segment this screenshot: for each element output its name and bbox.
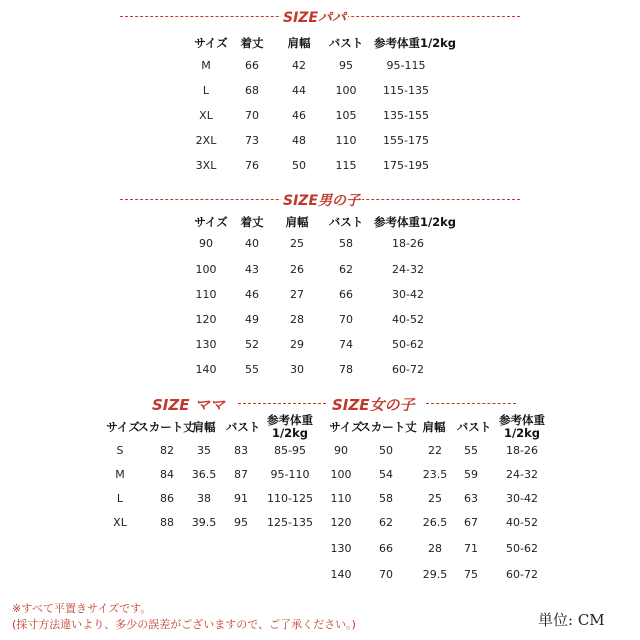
boy-cell: 43 bbox=[245, 263, 259, 276]
boy-cell: 52 bbox=[245, 338, 259, 351]
papa-header-weight: 参考体重1/2kg bbox=[373, 36, 457, 50]
girl-cell: 120 bbox=[330, 516, 352, 529]
boy-cell: 110 bbox=[195, 288, 217, 301]
girl-cell: 22 bbox=[428, 444, 442, 457]
mama-header-weight-unit: 1/2kg bbox=[271, 426, 309, 440]
mama-cell: 86 bbox=[160, 492, 174, 505]
girl-cell: 66 bbox=[379, 542, 393, 555]
girl-cell: 90 bbox=[334, 444, 348, 457]
mama-cell: 84 bbox=[160, 468, 174, 481]
papa-cell: XL bbox=[199, 109, 213, 122]
girl-cell: 40-52 bbox=[506, 516, 538, 529]
mama-cell: 85-95 bbox=[274, 444, 306, 457]
boy-cell: 18-26 bbox=[392, 237, 424, 250]
girl-title: SIZE女の子 bbox=[330, 395, 417, 411]
papa-cell: 135-155 bbox=[383, 109, 429, 122]
girl-cell: 130 bbox=[330, 542, 352, 555]
mama-cell: XL bbox=[113, 516, 127, 529]
girl-header-weight-unit: 1/2kg bbox=[503, 426, 541, 440]
papa-header-shoulder: 肩幅 bbox=[287, 36, 311, 50]
mama-cell: 82 bbox=[160, 444, 174, 457]
boy-cell: 66 bbox=[339, 288, 353, 301]
papa-cell: 68 bbox=[245, 84, 259, 97]
unit-label: 単位: CM bbox=[538, 611, 605, 629]
papa-header-length: 着丈 bbox=[240, 36, 264, 50]
girl-header-shoulder: 肩幅 bbox=[422, 420, 446, 434]
boy-cell: 50-62 bbox=[392, 338, 424, 351]
papa-cell: 3XL bbox=[195, 159, 217, 172]
papa-header-size: サイズ bbox=[194, 36, 228, 50]
papa-cell: 70 bbox=[245, 109, 259, 122]
papa-cell: 46 bbox=[292, 109, 306, 122]
mama-cell: 39.5 bbox=[191, 516, 217, 529]
boy-cell: 26 bbox=[290, 263, 304, 276]
papa-cell: 115-135 bbox=[383, 84, 429, 97]
papa-cell: M bbox=[201, 59, 211, 72]
flat-measurement-note: ※すべて平置きサイズです。 bbox=[12, 602, 152, 615]
mama-cell: 125-135 bbox=[267, 516, 313, 529]
papa-cell: 42 bbox=[292, 59, 306, 72]
mama-cell: S bbox=[116, 444, 124, 457]
girl-cell: 23.5 bbox=[422, 468, 448, 481]
boy-header-length: 着丈 bbox=[240, 215, 264, 229]
boy-cell: 30-42 bbox=[392, 288, 424, 301]
mama-cell: 36.5 bbox=[191, 468, 217, 481]
papa-cell: 95 bbox=[339, 59, 353, 72]
papa-cell: 175-195 bbox=[383, 159, 429, 172]
mama-cell: 95 bbox=[234, 516, 248, 529]
boy-cell: 40 bbox=[245, 237, 259, 250]
papa-title-divider bbox=[120, 8, 520, 24]
girl-cell: 50-62 bbox=[506, 542, 538, 555]
papa-cell: 44 bbox=[292, 84, 306, 97]
boy-cell: 24-32 bbox=[392, 263, 424, 276]
papa-cell: 50 bbox=[292, 159, 306, 172]
mama-cell: 95-110 bbox=[270, 468, 310, 481]
mama-cell: 88 bbox=[160, 516, 174, 529]
mama-cell: M bbox=[115, 468, 125, 481]
girl-header-weight: 参考体重 bbox=[499, 413, 545, 427]
papa-cell: 105 bbox=[335, 109, 357, 122]
girl-cell: 71 bbox=[464, 542, 478, 555]
girl-title-divider bbox=[330, 395, 516, 411]
girl-header-skirt-length: スカート丈 bbox=[359, 420, 417, 434]
boy-header-size: サイズ bbox=[194, 215, 228, 229]
boy-title: SIZE男の子 bbox=[281, 191, 362, 207]
boy-cell: 62 bbox=[339, 263, 353, 276]
girl-cell: 55 bbox=[464, 444, 478, 457]
boy-cell: 46 bbox=[245, 288, 259, 301]
mama-title: SIZE ママ bbox=[150, 395, 227, 411]
papa-cell: 100 bbox=[335, 84, 357, 97]
boy-cell: 55 bbox=[245, 363, 259, 376]
mama-cell: 87 bbox=[234, 468, 248, 481]
mama-cell: 38 bbox=[197, 492, 211, 505]
girl-cell: 29.5 bbox=[422, 568, 448, 581]
boy-cell: 27 bbox=[290, 288, 304, 301]
papa-cell: 73 bbox=[245, 134, 259, 147]
papa-header-bust: バスト bbox=[328, 36, 364, 50]
girl-cell: 100 bbox=[330, 468, 352, 481]
boy-cell: 60-72 bbox=[392, 363, 424, 376]
boy-cell: 90 bbox=[199, 237, 213, 250]
papa-cell: L bbox=[202, 84, 210, 97]
girl-cell: 58 bbox=[379, 492, 393, 505]
boy-cell: 120 bbox=[195, 313, 217, 326]
boy-cell: 58 bbox=[339, 237, 353, 250]
boy-cell: 30 bbox=[290, 363, 304, 376]
mama-cell: L bbox=[116, 492, 124, 505]
boy-cell: 140 bbox=[195, 363, 217, 376]
girl-cell: 75 bbox=[464, 568, 478, 581]
papa-cell: 76 bbox=[245, 159, 259, 172]
mama-title-divider bbox=[150, 395, 326, 411]
boy-cell: 100 bbox=[195, 263, 217, 276]
girl-cell: 110 bbox=[330, 492, 352, 505]
mama-header-skirt-length: スカート丈 bbox=[137, 420, 195, 434]
girl-cell: 26.5 bbox=[422, 516, 448, 529]
papa-cell: 66 bbox=[245, 59, 259, 72]
boy-cell: 130 bbox=[195, 338, 217, 351]
boy-header-bust: バスト bbox=[328, 215, 364, 229]
boy-cell: 40-52 bbox=[392, 313, 424, 326]
girl-cell: 59 bbox=[464, 468, 478, 481]
girl-cell: 54 bbox=[379, 468, 393, 481]
boy-cell: 29 bbox=[290, 338, 304, 351]
papa-cell: 48 bbox=[292, 134, 306, 147]
girl-cell: 18-26 bbox=[506, 444, 538, 457]
girl-cell: 140 bbox=[330, 568, 352, 581]
girl-cell: 30-42 bbox=[506, 492, 538, 505]
papa-cell: 95-115 bbox=[386, 59, 426, 72]
boy-cell: 28 bbox=[290, 313, 304, 326]
girl-cell: 50 bbox=[379, 444, 393, 457]
papa-cell: 2XL bbox=[195, 134, 217, 147]
boy-cell: 25 bbox=[290, 237, 304, 250]
papa-cell: 115 bbox=[335, 159, 357, 172]
papa-cell: 155-175 bbox=[383, 134, 429, 147]
girl-cell: 63 bbox=[464, 492, 478, 505]
mama-cell: 83 bbox=[234, 444, 248, 457]
girl-cell: 24-32 bbox=[506, 468, 538, 481]
girl-header-bust: バスト bbox=[456, 420, 492, 434]
boy-cell: 70 bbox=[339, 313, 353, 326]
girl-cell: 25 bbox=[428, 492, 442, 505]
measurement-error-note: (採寸方法違いより、多少の誤差がございますので、ご了承ください。) bbox=[12, 618, 356, 631]
mama-header-shoulder: 肩幅 bbox=[192, 420, 216, 434]
girl-cell: 60-72 bbox=[506, 568, 538, 581]
mama-header-weight: 参考体重 bbox=[267, 413, 313, 427]
mama-cell: 110-125 bbox=[267, 492, 313, 505]
girl-cell: 62 bbox=[379, 516, 393, 529]
mama-cell: 91 bbox=[234, 492, 248, 505]
boy-cell: 49 bbox=[245, 313, 259, 326]
boy-header-weight: 参考体重1/2kg bbox=[373, 215, 457, 229]
boy-header-shoulder: 肩幅 bbox=[285, 215, 309, 229]
boy-cell: 74 bbox=[339, 338, 353, 351]
girl-header-size: サイズ bbox=[329, 420, 363, 434]
boy-cell: 78 bbox=[339, 363, 353, 376]
mama-header-bust: バスト bbox=[225, 420, 261, 434]
mama-cell: 35 bbox=[197, 444, 211, 457]
girl-cell: 67 bbox=[464, 516, 478, 529]
girl-cell: 28 bbox=[428, 542, 442, 555]
girl-cell: 70 bbox=[379, 568, 393, 581]
papa-title: SIZEパパ bbox=[281, 8, 348, 24]
mama-header-size: サイズ bbox=[106, 420, 140, 434]
boy-title-divider bbox=[120, 191, 520, 207]
papa-cell: 110 bbox=[335, 134, 357, 147]
